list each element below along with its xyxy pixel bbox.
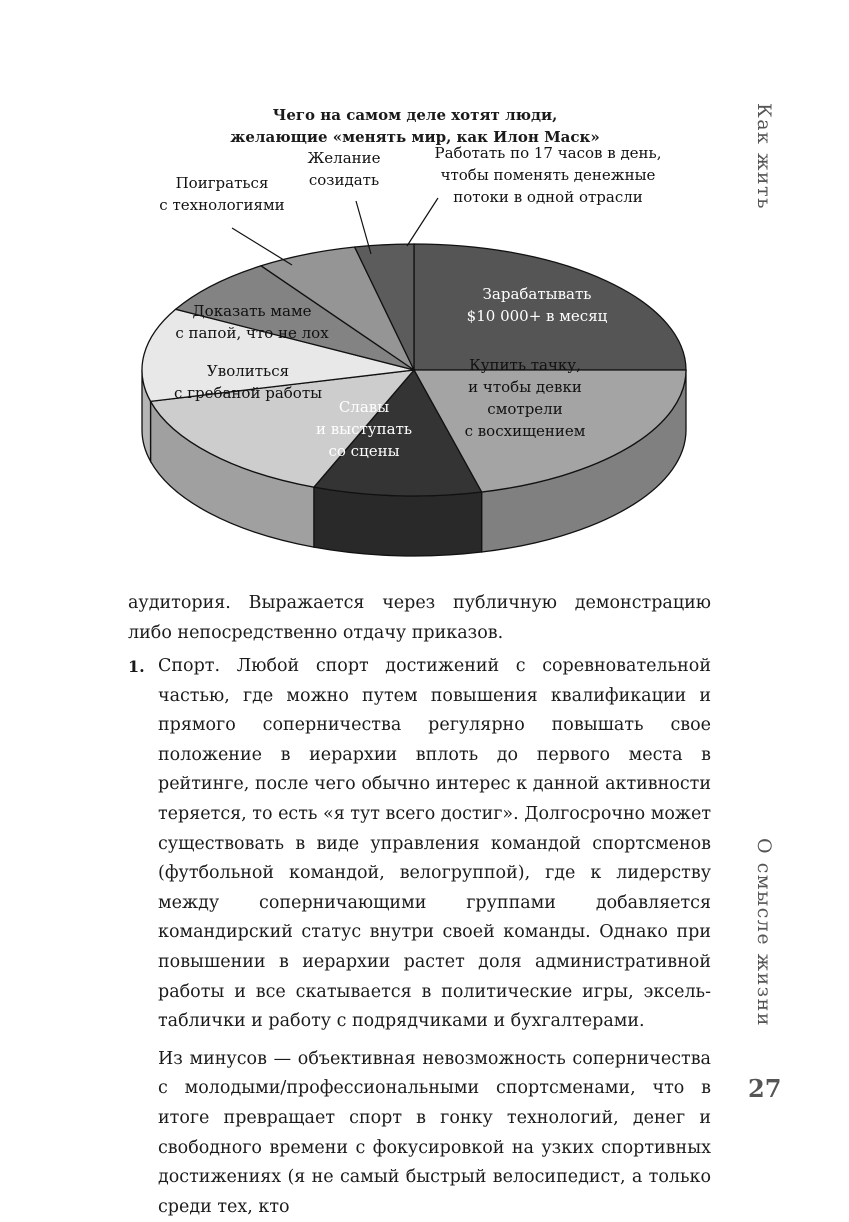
slice-label-5: Поиграться с технологиями [159,174,285,214]
list-item-paragraph: Спорт. Любой спорт достижений с соревновательной частью, где можно путем повышения квалификации и прямого соперничества регулярно повышать свое положение в иерархии вплоть до первого места в рейтинге, после чего обычно интерес к данной активности теряется, то есть «я тут всего достиг». Долгосрочно может существовать в виде управления командой спортсменов (футбольной командой, велогруппой), где к лидерству между соперничающими группами добавляется командирский статус внутри своей команды. Однако при повышении в иерархии растет доля административной работы и все скатывается в политические игры, эксель-таблички и работу с подрядчиками и бухгалтерами. [158,656,712,1032]
leader-line-7 [407,198,438,246]
slice-label-0: Зарабатывать $10 000+ в месяц [466,285,608,325]
slice-label-1: Купить тачку, и чтобы девки смотрели с восхищением [464,356,586,440]
slice-label-2: Славы и выступать со сцены [315,398,413,460]
slice-label-7: Работать по 17 часов в день, чтобы поменять денежные потоки в одной отрасли [434,144,662,206]
book-title: О смысле жизни [753,838,775,1027]
intro-paragraph: аудитория. Выражается через публичную демонстрацию либо непосредственно отдачу приказов. [128,593,711,643]
list-item-paragraph-2: Из минусов — объективная невозможность соперничества с молодыми/профессиональными спортсменами, что в итоге превращает спорт в гонку технологий, денег и свободного времени с фокусировкой на узких спортивных достижениях (я не самый быстрый велосипедист, а только среди тех, кто [158,1048,711,1217]
slice-label-4: Доказать маме с папой, что не лох [175,302,329,342]
list-item-number: 1. [128,657,145,676]
list [128,652,711,1222]
pie-chart [0,0,849,590]
slice-label-6: Желание созидать [307,149,381,189]
leader-line-5 [232,228,292,265]
chart-title: Чего на самом деле хотят люди, желающие «менять мир, как Илон Маск» [230,106,600,146]
section-title: Как жить [753,103,775,210]
pie-side-2 [314,487,482,556]
slice-label-3: Уволиться с гребаной работы [173,362,323,402]
page-number: 27 [748,1074,782,1103]
